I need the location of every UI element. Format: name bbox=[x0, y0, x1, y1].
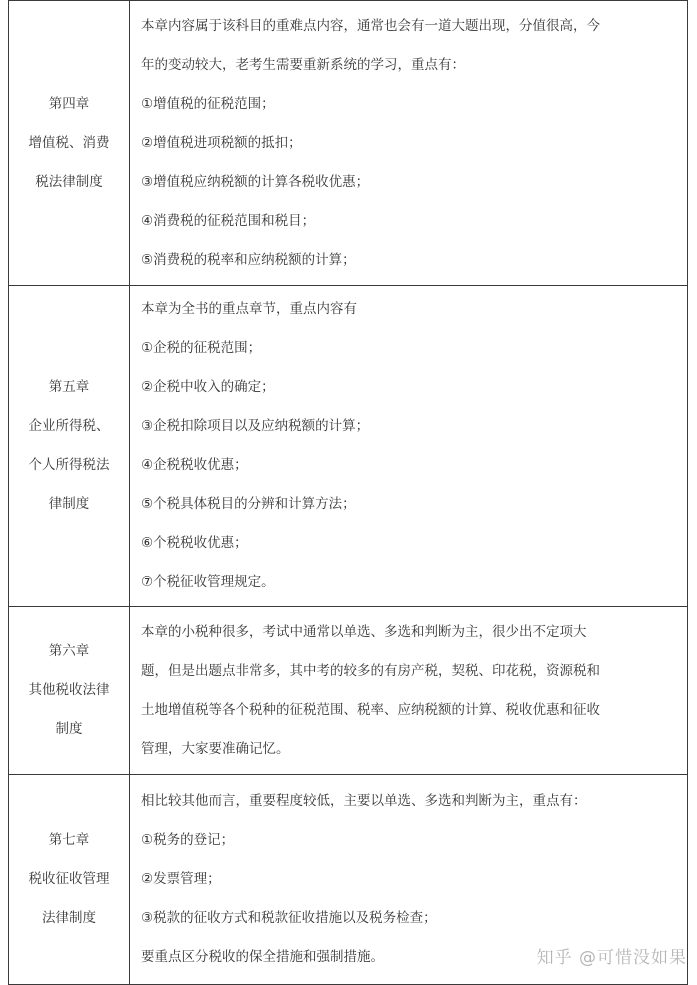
chapter-title: 企业所得税、 bbox=[28, 418, 110, 434]
key-point-item: ⑥个税税收优惠； bbox=[141, 535, 248, 551]
chapter-cell bbox=[9, 607, 130, 775]
key-point-item: ②企税中收入的确定； bbox=[141, 379, 275, 395]
chapter-title: 律制度 bbox=[48, 496, 90, 512]
key-point-item: ②发票管理； bbox=[141, 871, 221, 887]
key-point-item: ③企税扣除项目以及应纳税额的计算； bbox=[141, 418, 370, 434]
zhihu-watermark: 知乎 @可惜没如果 bbox=[536, 948, 687, 968]
chapter-cell bbox=[9, 775, 130, 985]
key-point-item: ②增值税进项税额的抵扣； bbox=[141, 134, 302, 151]
content-text: 年的变动较大，老考生需要重新系统的学习，重点有： bbox=[141, 56, 465, 73]
key-point-item: ①企税的征税范围； bbox=[141, 340, 262, 356]
table-row bbox=[9, 1, 688, 286]
chapter-label: 第五章 bbox=[48, 379, 90, 395]
key-point-item: ⑦个税征收管理规定。 bbox=[141, 574, 275, 590]
chapter-title: 税收征收管理 bbox=[28, 871, 110, 887]
content-cell bbox=[130, 286, 688, 607]
chapter-label: 第七章 bbox=[48, 832, 90, 848]
chapter-title: 其他税收法律 bbox=[28, 682, 110, 698]
content-cell bbox=[130, 1, 688, 286]
table-row bbox=[9, 607, 688, 775]
content-text: 要重点区分税收的保全措施和强制措施。 bbox=[141, 949, 384, 965]
chapter-title: 法律制度 bbox=[42, 910, 96, 926]
content-text: 本章的小税种很多，考试中通常以单选、多选和判断为主，很少出不定项大 bbox=[141, 623, 587, 640]
key-point-item: ④消费税的征税范围和税目； bbox=[141, 212, 316, 229]
syllabus-table bbox=[8, 0, 688, 985]
key-point-item: ④企税税收优惠； bbox=[141, 457, 248, 473]
content-cell bbox=[130, 607, 688, 775]
chapter-title: 增值税、消费 bbox=[28, 134, 110, 151]
chapter-title: 个人所得税法 bbox=[28, 457, 110, 473]
key-point-item: ⑤个税具体税目的分辨和计算方法； bbox=[141, 496, 356, 512]
key-point-item: ③增值税应纳税额的计算各税收优惠； bbox=[141, 173, 370, 190]
content-text: 本章为全书的重点章节，重点内容有 bbox=[141, 301, 357, 317]
chapter-cell bbox=[9, 286, 130, 607]
chapter-title: 制度 bbox=[55, 721, 83, 737]
chapter-cell bbox=[9, 1, 130, 286]
content-text: 管理，大家要准确记忆。 bbox=[141, 740, 290, 757]
chapter-label: 第六章 bbox=[48, 643, 90, 659]
chapter-title: 税法律制度 bbox=[35, 173, 103, 190]
content-text: 题，但是出题点非常多，其中考的较多的有房产税，契税、印花税，资源税和 bbox=[141, 662, 600, 679]
table-row bbox=[9, 286, 688, 607]
key-point-item: ①增值税的征税范围； bbox=[141, 95, 275, 112]
key-point-item: ①税务的登记； bbox=[141, 832, 235, 848]
content-text: 本章内容属于该科目的重难点内容，通常也会有一道大题出现，分值很高，今 bbox=[141, 17, 600, 34]
content-text: 相比较其他而言，重要程度较低，主要以单选、多选和判断为主，重点有： bbox=[141, 793, 587, 809]
content-text: 土地增值税等各个税种的征税范围、税率、应纳税额的计算、税收优惠和征收 bbox=[141, 701, 600, 718]
key-point-item: ⑤消费税的税率和应纳税额的计算； bbox=[141, 251, 356, 268]
key-point-item: ③税款的征收方式和税款征收措施以及税务检查； bbox=[141, 910, 437, 926]
chapter-label: 第四章 bbox=[48, 95, 90, 112]
